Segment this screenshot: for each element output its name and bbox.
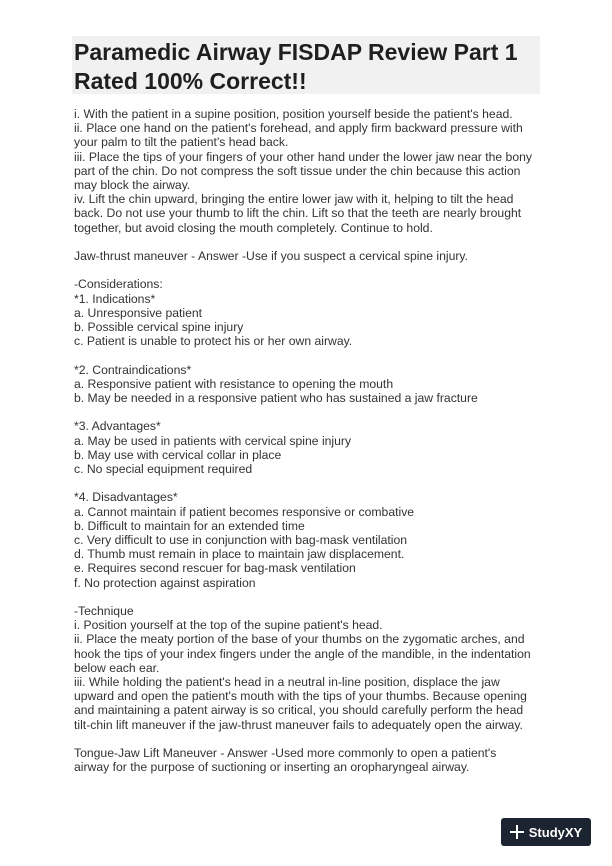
text-line: back. Do not use your thumb to lift the chin. Lift so that the teeth are nearly brought	[74, 206, 522, 221]
paragraph-gap	[74, 263, 550, 277]
text-line: airway for the purpose of suctioning or inserting an oropharyngeal airway.	[74, 760, 470, 775]
text-line: b. May use with cervical collar in place	[74, 447, 282, 462]
text-line: *3. Advantages*	[74, 419, 161, 434]
paragraph-gap	[74, 235, 550, 249]
text-line: ii. Place one hand on the patient's forehead, and apply firm backward pressure with	[74, 121, 523, 136]
studyxy-badge[interactable]	[501, 818, 591, 846]
text-line: b. Possible cervical spine injury	[74, 320, 244, 335]
text-line: and maintaining a patent airway is so critical, you should carefully perform the head	[74, 703, 524, 718]
text-line: c. Patient is unable to protect his or her own airway.	[74, 334, 353, 349]
text-line: b. Difficult to maintain for an extended time	[74, 518, 305, 533]
paragraph-gap	[74, 476, 550, 490]
text-line: below each ear.	[74, 660, 160, 675]
text-line: iv. Lift the chin upward, bringing the entire lower jaw with it, helping to tilt the head	[74, 192, 514, 207]
text-line: -Considerations:	[74, 277, 163, 292]
text-line: Jaw-thrust maneuver - Answer -Use if you suspect a cervical spine injury.	[74, 249, 468, 264]
text-line: a. May be used in patients with cervical spine injury	[74, 433, 352, 448]
text-line: -Technique	[74, 604, 134, 619]
text-line: d. Thumb must remain in place to maintain jaw displacement.	[74, 547, 405, 562]
paragraph-gap	[74, 405, 550, 419]
text-line: part of the chin. Do not compress the soft tissue under the chin because this action	[74, 163, 521, 178]
document-title: Paramedic Airway FISDAP Review Part 1 Rated 100% Correct!!	[74, 39, 518, 94]
text-line: b. May be needed in a responsive patient who has sustained a jaw fracture	[74, 391, 478, 406]
text-line: f. No protection against aspiration	[74, 575, 256, 590]
text-line: hook the tips of your index fingers under the angle of the mandible, in the indentation	[74, 646, 531, 661]
text-line: upward and open the patient's mouth with the tips of your thumbs. Because opening	[74, 689, 527, 704]
text-line: tilt-chin lift maneuver if the jaw-thrust maneuver fails to adequately open the airway.	[74, 717, 523, 732]
badge-label: StudyXY	[528, 824, 583, 840]
text-line: c. Very difficult to use in conjunction with bag-mask ventilation	[74, 533, 408, 548]
text-line: ii. Place the meaty portion of the base of your thumbs on the zygomatic arches, and	[74, 632, 525, 647]
text-line: together, but avoid closing the mouth completely. Continue to hold.	[74, 220, 433, 235]
text-line: iii. Place the tips of your fingers of your other hand under the lower jaw near the bony	[74, 149, 532, 164]
text-line: *1. Indications*	[74, 291, 156, 306]
text-line: may block the airway.	[74, 178, 191, 193]
text-line: *4. Disadvantages*	[74, 490, 178, 505]
text-line: i. Position yourself at the top of the supine patient's head.	[74, 618, 383, 633]
text-line: Tongue-Jaw Lift Maneuver - Answer -Used more commonly to open a patient's	[74, 746, 497, 761]
text-line: e. Requires second rescuer for bag-mask ventilation	[74, 561, 356, 576]
plus-icon	[510, 825, 524, 839]
text-line: a. Unresponsive patient	[74, 305, 203, 320]
text-line: c. No special equipment required	[74, 462, 253, 477]
paragraph-gap	[74, 348, 550, 362]
paragraph-gap	[74, 590, 550, 604]
document-body	[74, 107, 550, 774]
text-line: *2. Contraindications*	[74, 362, 192, 377]
text-line: a. Responsive patient with resistance to opening the mouth	[74, 376, 394, 391]
text-line: your palm to tilt the patient's head back.	[74, 135, 289, 150]
text-line: i. With the patient in a supine position, position yourself beside the patient's head.	[74, 107, 513, 121]
text-line: a. Cannot maintain if patient becomes responsive or combative	[74, 504, 415, 519]
text-line: iii. While holding the patient's head in a neutral in-line position, displace the jaw	[74, 675, 500, 690]
paragraph-gap	[74, 732, 550, 746]
